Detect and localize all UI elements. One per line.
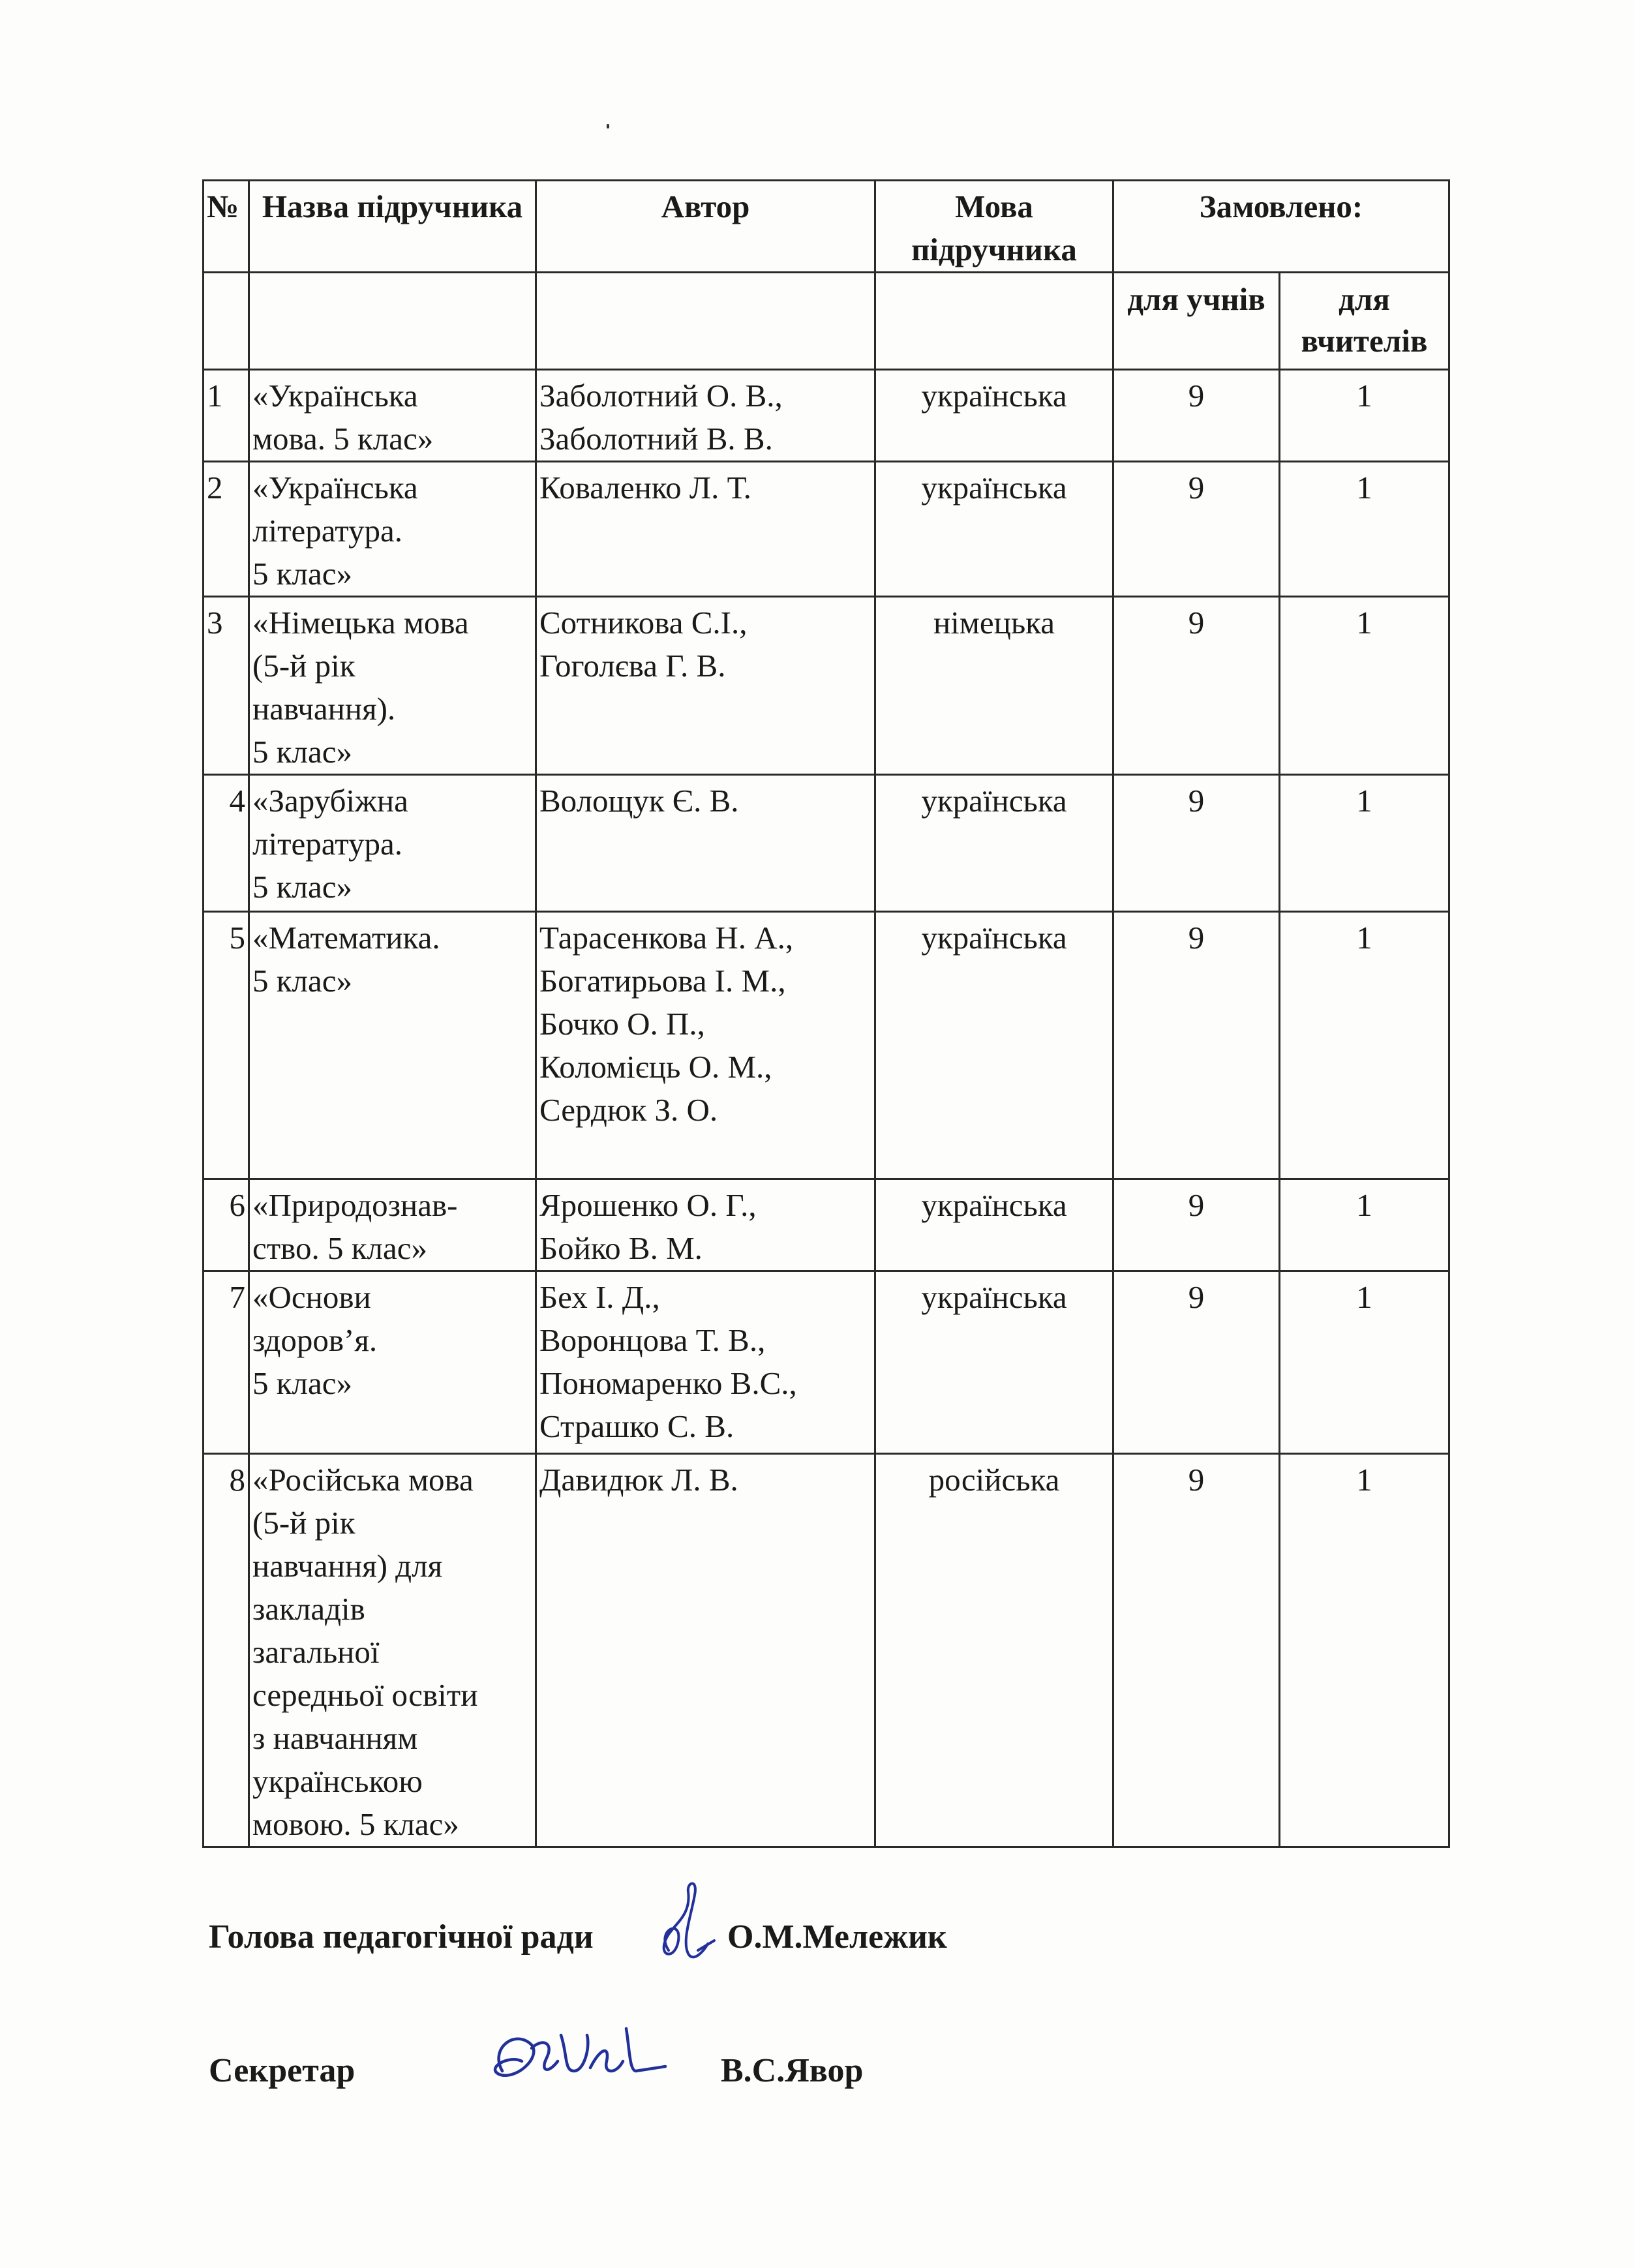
row-author: Сотникова С.І., Гоголєва Г. В.: [536, 597, 875, 775]
row-language: українська: [875, 1179, 1113, 1271]
row-students-count: 9: [1113, 1454, 1280, 1847]
row-language: українська: [875, 775, 1113, 912]
row-teachers-count: 1: [1280, 1454, 1449, 1847]
row-teachers-count: 1: [1280, 1271, 1449, 1454]
row-language: українська: [875, 370, 1113, 462]
row-teachers-count: 1: [1280, 597, 1449, 775]
row-students-count: 9: [1113, 462, 1280, 597]
row-number: 7: [204, 1271, 249, 1454]
header-for-students: для учнів: [1113, 273, 1280, 370]
subheader-empty: [875, 273, 1113, 370]
head-of-council-name: О.М.Мележик: [727, 1918, 947, 1956]
secretary-label: Секретар: [209, 2052, 356, 2089]
row-title: «Основи здоров’я. 5 клас»: [249, 1271, 536, 1454]
subheader-row: [204, 273, 1449, 370]
row-number: 6: [204, 1179, 249, 1271]
row-language: українська: [875, 912, 1113, 1179]
row-title: «Російська мова (5-й рік навчання) для закладів загальної середньої освіти з навчанням українською мовою. 5 клас»: [249, 1454, 536, 1847]
row-title: «Українська мова. 5 клас»: [249, 370, 536, 462]
header-language: Мова підручника: [875, 181, 1113, 273]
scan-speck: [607, 124, 609, 129]
row-students-count: 9: [1113, 1179, 1280, 1271]
secretary-signature-icon: [470, 2009, 678, 2107]
header-ordered: Замовлено:: [1113, 181, 1449, 273]
row-teachers-count: 1: [1280, 1179, 1449, 1271]
row-students-count: 9: [1113, 370, 1280, 462]
row-number: 1: [204, 370, 249, 462]
row-number: 2: [204, 462, 249, 597]
row-language: українська: [875, 1271, 1113, 1454]
row-language: українська: [875, 462, 1113, 597]
row-language: німецька: [875, 597, 1113, 775]
row-author: Тарасенкова Н. А., Богатирьова І. М., Бочко О. П., Коломієць О. М., Сердюк З. О.: [536, 912, 875, 1179]
table-row: [204, 1271, 1449, 1454]
row-students-count: 9: [1113, 912, 1280, 1179]
table-row: [204, 597, 1449, 775]
subheader-empty: [204, 273, 249, 370]
row-number: 4: [204, 775, 249, 912]
row-author: Ярошенко О. Г., Бойко В. М.: [536, 1179, 875, 1271]
row-teachers-count: 1: [1280, 775, 1449, 912]
row-number: 8: [204, 1454, 249, 1847]
header-for-teachers: для вчителів: [1280, 273, 1449, 370]
table-row: [204, 912, 1449, 1179]
row-title: «Німецька мова (5-й рік навчання). 5 клас»: [249, 597, 536, 775]
header-num: №: [204, 181, 249, 273]
header-row: [204, 181, 1449, 273]
row-teachers-count: 1: [1280, 370, 1449, 462]
head-of-council-label: Голова педагогічної ради: [209, 1918, 594, 1956]
subheader-empty: [249, 273, 536, 370]
head-signature-icon: [643, 1879, 727, 1983]
row-title: «Природознав- ство. 5 клас»: [249, 1179, 536, 1271]
row-students-count: 9: [1113, 1271, 1280, 1454]
row-students-count: 9: [1113, 597, 1280, 775]
header-title: Назва підручника: [249, 181, 536, 273]
row-title: «Українська література. 5 клас»: [249, 462, 536, 597]
row-author: Коваленко Л. Т.: [536, 462, 875, 597]
table-row: [204, 462, 1449, 597]
header-author: Автор: [536, 181, 875, 273]
table-row: [204, 775, 1449, 912]
row-number: 5: [204, 912, 249, 1179]
row-author: Заболотний О. В., Заболотний В. В.: [536, 370, 875, 462]
row-language: російська: [875, 1454, 1113, 1847]
row-author: Давидюк Л. В.: [536, 1454, 875, 1847]
row-author: Волощук Є. В.: [536, 775, 875, 912]
row-teachers-count: 1: [1280, 462, 1449, 597]
table-row: [204, 1454, 1449, 1847]
subheader-empty: [536, 273, 875, 370]
row-students-count: 9: [1113, 775, 1280, 912]
row-teachers-count: 1: [1280, 912, 1449, 1179]
secretary-name: В.С.Явор: [721, 2052, 864, 2089]
row-title: «Математика. 5 клас»: [249, 912, 536, 1179]
row-author: Бех І. Д., Воронцова Т. В., Пономаренко В.С., Страшко С. В.: [536, 1271, 875, 1454]
table-row: [204, 370, 1449, 462]
textbook-order-table: [202, 179, 1450, 1848]
row-number: 3: [204, 597, 249, 775]
row-title: «Зарубіжна література. 5 клас»: [249, 775, 536, 912]
table-row: [204, 1179, 1449, 1271]
